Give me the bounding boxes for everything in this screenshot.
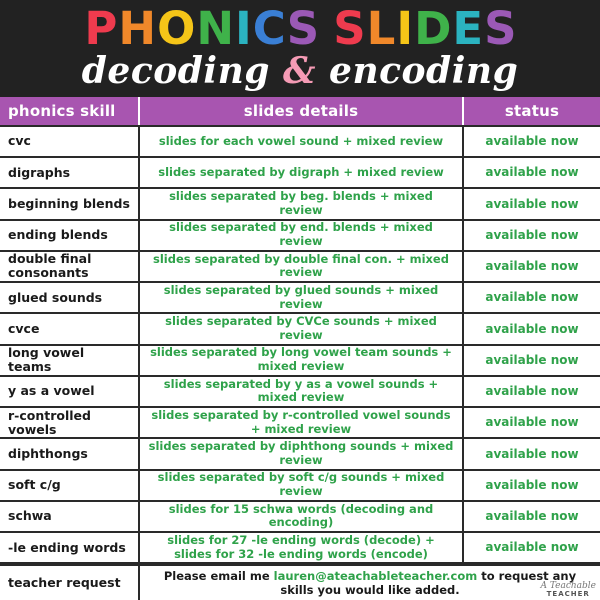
slides-details-text: slides for each vowel sound + mixed review xyxy=(158,133,444,148)
cell-status xyxy=(464,189,600,218)
table-row xyxy=(0,346,600,377)
note-text-before: Please email me xyxy=(163,568,274,583)
cell-phonics-skill xyxy=(0,439,140,468)
cell-phonics-skill xyxy=(0,127,140,156)
table-row xyxy=(0,221,600,252)
cell-status xyxy=(464,221,600,250)
slides-details-text: slides separated by diphthong sounds + mixed review xyxy=(148,439,454,467)
phonics-table xyxy=(0,95,600,600)
phonics-skill-text: -le ending words xyxy=(8,539,126,555)
cell-status xyxy=(464,408,600,437)
brand-logo xyxy=(540,582,596,598)
slides-details-text: slides separated by glued sounds + mixed review xyxy=(163,282,439,311)
status-badge: available now xyxy=(485,384,579,399)
cell-slides-details xyxy=(140,471,464,500)
cell-phonics-skill xyxy=(0,221,140,250)
status-badge: available now xyxy=(485,165,579,180)
status-badge: available now xyxy=(485,196,579,211)
status-badge: available now xyxy=(485,227,579,242)
status-badge: available now xyxy=(485,290,579,305)
status-badge: available now xyxy=(485,134,579,149)
teacher-request-note xyxy=(140,566,600,600)
status-badge: available now xyxy=(485,477,579,492)
title-letter-12: E xyxy=(452,2,483,55)
cell-status xyxy=(464,158,600,187)
brand-logo-script: A Teachable xyxy=(540,580,596,591)
phonics-skill-text: digraphs xyxy=(8,164,71,180)
subtitle-part2: encoding xyxy=(316,50,519,92)
table-row xyxy=(0,533,600,564)
slides-details-text: slides separated by soft c/g sounds + mixed review xyxy=(157,470,445,499)
title-letter-11: D xyxy=(414,2,451,55)
cell-slides-details xyxy=(140,533,464,562)
table-row-teacher-request xyxy=(0,564,600,600)
title-letter-13: S xyxy=(484,2,516,55)
note-text-after: to request any skills you would like added. xyxy=(280,568,577,598)
slides-details-text: slides separated by digraph + mixed review xyxy=(158,164,444,179)
table-row xyxy=(0,314,600,345)
cell-phonics-skill xyxy=(0,471,140,500)
cell-slides-details xyxy=(140,189,464,218)
cell-status xyxy=(464,439,600,468)
status-badge: available now xyxy=(485,259,579,274)
phonics-skill-text: long vowel teams xyxy=(8,345,85,375)
table-row xyxy=(0,189,600,220)
phonics-skill-text: teacher request xyxy=(8,575,121,591)
brand-logo-word: TEACHER xyxy=(546,589,590,598)
status-badge: available now xyxy=(485,509,579,524)
table-row xyxy=(0,158,600,189)
cell-phonics-skill xyxy=(0,533,140,562)
cell-slides-details xyxy=(140,283,464,312)
cell-slides-details xyxy=(140,377,464,406)
column-header-phonics-skill: phonics skill xyxy=(0,97,140,125)
cell-status xyxy=(464,533,600,562)
title-letter-9: L xyxy=(366,2,395,55)
contact-email-link[interactable]: lauren@ateachableteacher.com xyxy=(273,568,478,583)
phonics-skill-text: beginning blends xyxy=(8,195,130,211)
cell-slides-details xyxy=(140,314,464,343)
column-header-status: status xyxy=(504,101,560,120)
phonics-skill-text: schwa xyxy=(8,508,52,524)
status-badge: available now xyxy=(485,321,579,336)
cell-status xyxy=(464,252,600,281)
slides-details-text: slides separated by y as a vowel sounds + mixed review xyxy=(163,376,439,405)
subtitle-part1: decoding xyxy=(81,50,283,92)
cell-slides-details xyxy=(140,158,464,187)
phonics-skill-text: cvce xyxy=(8,320,40,336)
subtitle-ampersand: & xyxy=(282,50,316,92)
status-badge: available now xyxy=(485,352,579,367)
cell-phonics-skill xyxy=(0,346,140,375)
phonics-skill-text: soft c/g xyxy=(8,477,61,493)
status-badge: available now xyxy=(485,415,579,430)
slides-details-text: slides separated by CVCe sounds + mixed review xyxy=(165,314,437,342)
cell-phonics-skill xyxy=(0,252,140,281)
teacher-request-note-text xyxy=(150,569,590,598)
table-row xyxy=(0,408,600,439)
phonics-skill-text: y as a vowel xyxy=(8,383,95,399)
cell-phonics-skill xyxy=(0,314,140,343)
slides-details-text: slides separated by r-controlled vowel sounds + mixed review xyxy=(151,407,451,436)
cell-slides-details xyxy=(140,127,464,156)
page-subtitle xyxy=(0,50,600,92)
cell-phonics-skill xyxy=(0,566,140,600)
phonics-skill-text: diphthongs xyxy=(8,445,88,461)
title-letter-1: H xyxy=(118,2,156,55)
title-letter-4: I xyxy=(235,2,251,55)
cell-status xyxy=(464,314,600,343)
page-title xyxy=(0,2,600,55)
slides-details-text: slides separated by long vowel team sounds + mixed review xyxy=(150,345,452,374)
title-letter-3: N xyxy=(196,2,233,55)
cell-status xyxy=(464,346,600,375)
cell-slides-details xyxy=(140,252,464,281)
page-header xyxy=(0,0,600,95)
phonics-skill-text: glued sounds xyxy=(8,289,103,305)
table-row xyxy=(0,502,600,533)
cell-phonics-skill xyxy=(0,502,140,531)
phonics-skill-text: double final consonants xyxy=(8,251,92,281)
cell-status xyxy=(464,127,600,156)
cell-phonics-skill xyxy=(0,408,140,437)
cell-phonics-skill xyxy=(0,377,140,406)
cell-status xyxy=(464,471,600,500)
slides-details-text: slides separated by end. blends + mixed review xyxy=(169,220,433,249)
slides-details-text: slides for 15 schwa words (decoding and encoding) xyxy=(168,501,434,530)
title-letter-6: S xyxy=(286,2,319,55)
title-letter-8: S xyxy=(333,2,365,55)
status-badge: available now xyxy=(485,446,579,461)
title-letter-5: C xyxy=(252,2,285,55)
phonics-skill-text: r-controlled vowels xyxy=(8,407,91,437)
status-badge: available now xyxy=(485,540,579,555)
cell-status xyxy=(464,377,600,406)
cell-slides-details xyxy=(140,502,464,531)
cell-slides-details xyxy=(140,408,464,437)
title-letter-2: O xyxy=(157,2,195,55)
table-row xyxy=(0,439,600,470)
table-row xyxy=(0,471,600,502)
title-letter-0: P xyxy=(84,2,117,55)
slides-details-text: slides separated by beg. blends + mixed review xyxy=(169,189,433,217)
table-row xyxy=(0,127,600,158)
cell-slides-details xyxy=(140,346,464,375)
cell-slides-details xyxy=(140,221,464,250)
table-header-row xyxy=(0,97,600,127)
phonics-skill-text: cvc xyxy=(8,133,31,149)
title-letter-10: I xyxy=(396,2,413,55)
cell-phonics-skill xyxy=(0,189,140,218)
cell-slides-details xyxy=(140,439,464,468)
cell-status xyxy=(464,502,600,531)
slides-details-text: slides for 27 -le ending words (decode) + slides for 32 -le ending words (encode) xyxy=(167,532,435,561)
table-row xyxy=(0,252,600,283)
cell-phonics-skill xyxy=(0,283,140,312)
slides-details-text: slides separated by double final con. + mixed review xyxy=(153,251,449,280)
cell-phonics-skill xyxy=(0,158,140,187)
table-row xyxy=(0,283,600,314)
table-row xyxy=(0,377,600,408)
cell-status xyxy=(464,283,600,312)
column-header-slides-details: slides details xyxy=(140,97,464,125)
phonics-skill-text: ending blends xyxy=(8,227,108,243)
